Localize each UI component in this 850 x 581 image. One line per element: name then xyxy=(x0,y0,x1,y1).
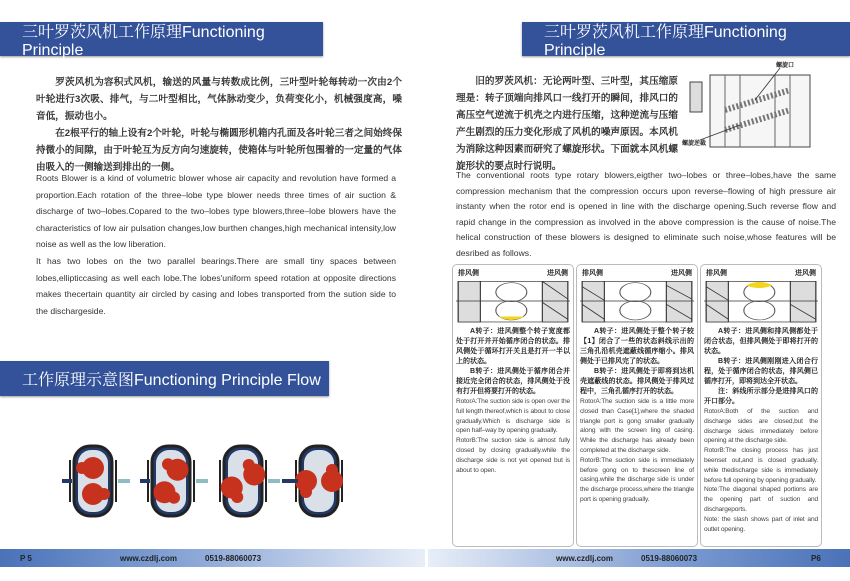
en-paragraph: It has two lobes on the two parallel bearings.There are small tiny spaces between lobes,ellipticcasing as well each lobe.The lobes'uniform speed rotation at opposite directions makes thecertain quantity air circled by casing and lobes transported from the sution side to the dischargeside. xyxy=(36,255,396,316)
left-footer xyxy=(0,549,425,567)
right-en-text xyxy=(456,168,836,261)
panel-cn-text: B转子：进风侧刚刚进入闭合行程，处于循序闭合的状态，排风侧已循序打开，即将到达全开状态。 xyxy=(704,358,818,385)
rotor-panel-2 xyxy=(576,264,698,547)
principle-flow-illustration xyxy=(62,440,352,522)
en-paragraph: The conventional roots type rotary blowers,eigther two–lobes or three–lobes,have the same compression mechanism that the compression occurs upon reverse–flowing of high pressure air instanty when the rotor end is opened in line with the discharge opening.Such reverse flow and rapid change in the compression as involved in the above compression is the cause of noise.The helical construction of these blowers is designed to eliminate such noise,whose features will be desribed as follows. xyxy=(456,170,836,258)
panel-cn-text: B转子：进风侧处于循序闭合并接近完全闭合的状态，排风侧处于没有打开但将要打开的状态。 xyxy=(456,368,570,395)
panel-cn-text: A转子：进风侧整个转子宽度都处于打开并开始循序闭合的状态。排风侧处于循环打开关且是打开一半以上的状态。 xyxy=(456,328,570,365)
suction-side-label: 进风侧 xyxy=(547,270,568,277)
discharge-side-label: 排风侧 xyxy=(706,270,727,277)
rotor-diagram xyxy=(704,280,818,324)
right-cn-text xyxy=(456,73,678,175)
panel-en-text: RotorA:Both of the suction and discharge sides are closed,but the discharge sideis immediately before opening at the discharge side. RotorB:The closing process has just beenset out,and is closed gradually. while thedischarge side is immediately before full opening by opening gradually. Note:The diagonal shaped portions are the opening part of suction and dischargeports. Note: the slash shows part of inlet and outlet opening. xyxy=(704,408,818,533)
cn-paragraph: 旧的罗茨风机：无论两叶型、三叶型，其压缩原理是：转子顶端向排风口一线打开的瞬间，排风口的高压空气逆流于机壳之内进行压缩，这种逆流与压缩产生剧烈的压力变化形成了风机的噪声原因。本风机为消除这种因素而研究了螺旋形状。下面就本风机螺旋形状的要点时行说明。 xyxy=(456,76,678,172)
helical-screen-label: 螺旋逆截 xyxy=(682,141,707,147)
rotor-diagram xyxy=(580,280,694,324)
panel-en-text: RotorA:The suction side is a little more closed than Case[1],where the shaded triangle port is gong smaller gradually along with the screen ling of casing. While the discharge has already been completed at the discharge side. RotorB:The suction side is immediately before gong on to thescreen line of casing.while the discharge side is under the discharge process,where the triangle port is opening gradually. xyxy=(580,398,694,503)
rotor-panel-1 xyxy=(452,264,574,547)
cn-paragraph: 在2根平行的轴上设有2个叶轮，叶轮与椭圆形机箱内孔面及各叶轮三者之间始终保持微小的间隙，由于叶轮互为反方向匀速旋转，使箱体与叶轮所包围着的一定量的气体由吸入的一侧输送到排出的一侧。 xyxy=(36,128,402,173)
discharge-side-label: 排风侧 xyxy=(582,270,603,277)
left-header-bar xyxy=(0,22,323,59)
panel-cn-text: B转子：进风侧处于即将到达机壳遮蔽线的状态。排风侧处于排风过程中，三角孔循序打开的状态。 xyxy=(580,368,694,395)
rotor-diagram xyxy=(456,280,570,324)
left-header-title: 三叶罗茨风机工作原理Functioning Principle xyxy=(22,23,265,59)
cn-paragraph: 罗茨风机为容积式风机，输送的风量与转数成比例，三叶型叶轮每转动一次由2个叶轮进行3次吸、排气，与二叶型相比，气体脉动变少，负荷变化小，机械强度高，噪音低，振动也小。 xyxy=(36,77,402,122)
right-header-title: 三叶罗茨风机工作原理Functioning Principle xyxy=(544,23,787,59)
panel-en-text: RotorA:The suction side is open over the full length thereof,which is about to close gradually.Which is discharge side is open half–way by opening gradually. RotorB:The suction side is almost fully closed by closing gradually.while the discharge side is not yet opened but is about to open. xyxy=(456,398,570,474)
discharge-side-label: 排风侧 xyxy=(458,270,479,277)
left-cn-text xyxy=(36,74,402,176)
helical-rotor-diagram xyxy=(680,60,830,155)
right-header-bar xyxy=(522,22,850,59)
panel-cn-note: 注：斜线所示部分是进排风口的开口部分。 xyxy=(704,388,818,405)
rotor-panel-3 xyxy=(700,264,822,547)
phone-number: 0519-88060073 xyxy=(205,553,262,563)
panel-cn-text: A转子：进风侧和排风侧都处于闭合状态，但排风侧处于即将打开的状态。 xyxy=(704,328,818,355)
panel-cn-text: A转子：进风侧处于整个转子较【1】闭合了一些的状态斜线示出的三角孔沿机壳遮蔽线循序缩小。排风侧处于已排风完了的状态。 xyxy=(580,328,694,365)
blower-stage-2 xyxy=(140,446,208,516)
page-number: P 5 xyxy=(20,553,32,563)
helical-port-label: 螺旋口 xyxy=(776,63,795,69)
phone-number: 0519-88060073 xyxy=(641,553,698,563)
flow-header-title: 工作原理示意图Functioning Principle Flow xyxy=(22,372,321,389)
page-number: P6 xyxy=(811,553,821,563)
en-paragraph: Roots Blower is a kind of volumetric blower whose air capacity and revolution have formed a proportion.Each rotation of the three–lobe type blower needs three times of air suction & discharge of two–lobes.Copared to the two–lobes type blowers,three–lobe blowers have the characteristics of low air pulsation changes,low burthen changes,high mechanical intensity,low noise as well as the low liberation. xyxy=(36,173,396,250)
flow-header-bar xyxy=(0,361,329,396)
blower-stage-4 xyxy=(282,446,343,516)
website-link[interactable]: www.czdlj.com xyxy=(556,553,614,563)
suction-side-label: 进风侧 xyxy=(795,270,816,277)
blower-stage-3 xyxy=(214,446,280,516)
website-link[interactable]: www.czdlj.com xyxy=(120,553,178,563)
blower-stage-1 xyxy=(62,446,130,516)
suction-side-label: 进风侧 xyxy=(671,270,692,277)
left-en-text xyxy=(36,170,396,319)
right-footer xyxy=(428,549,850,567)
